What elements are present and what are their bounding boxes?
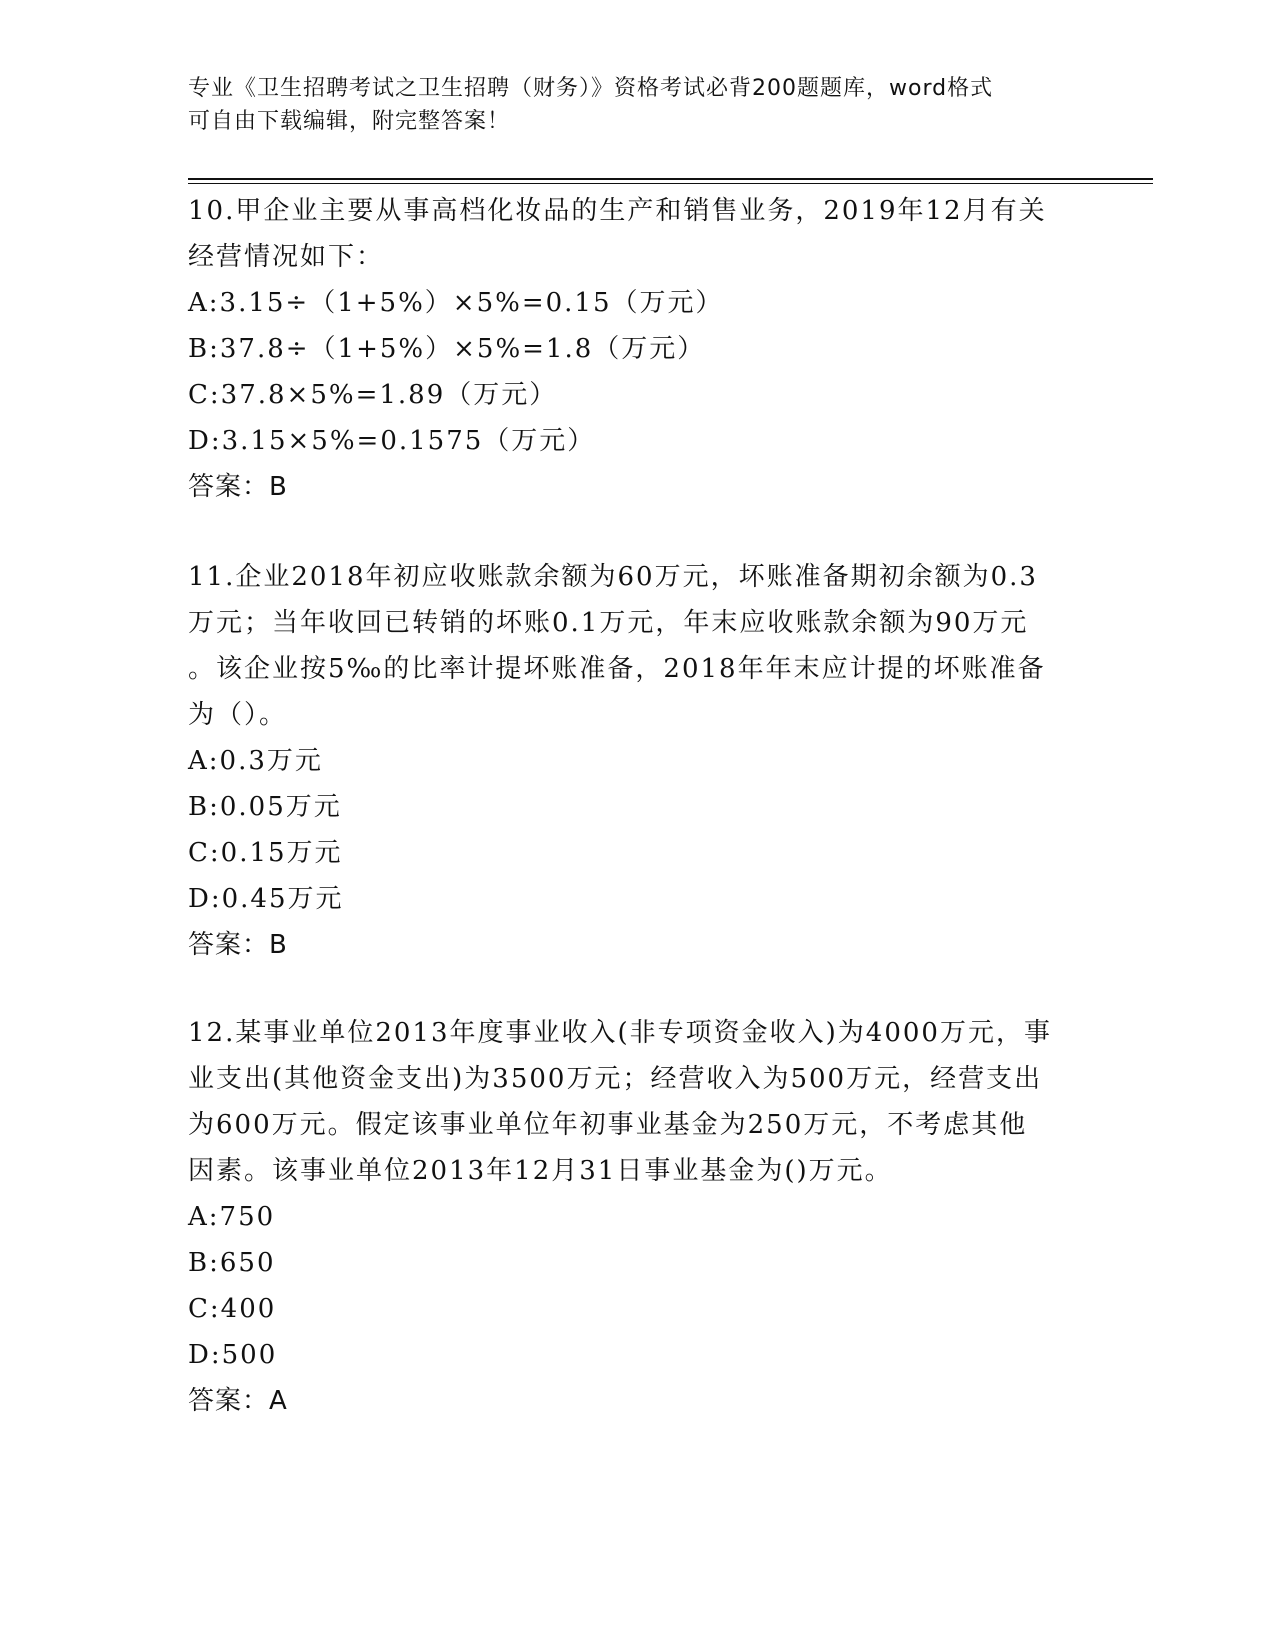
question-text-line: 12.某事业单位2013年度事业收入(非专项资金收入)为4000万元，事 — [188, 1018, 1052, 1048]
option-b: B:0.05万元 — [188, 792, 342, 822]
option-c: C:400 — [188, 1294, 277, 1324]
question-12 — [188, 1010, 1088, 1424]
question-text-line: 业支出(其他资金支出)为3500万元；经营收入为500万元，经营支出 — [188, 1064, 1043, 1094]
option-d: D:0.45万元 — [188, 884, 344, 914]
option-b: B:650 — [188, 1248, 276, 1278]
option-c: C:37.8×5%=1.89（万元） — [188, 380, 558, 410]
question-text-line: 为（）。 — [188, 700, 288, 730]
answer-line: 答案：B — [188, 472, 288, 502]
answer-line: 答案：B — [188, 930, 288, 960]
header-divider-thin — [188, 183, 1153, 184]
header-divider-thick — [188, 178, 1153, 180]
option-d: D:3.15×5%=0.1575（万元） — [188, 426, 596, 456]
question-text-line: 因素。该事业单位2013年12月31日事业基金为()万元。 — [188, 1156, 893, 1186]
option-d: D:500 — [188, 1340, 278, 1370]
question-text-line: 10.甲企业主要从事高档化妆品的生产和销售业务，2019年12月有关 — [188, 196, 1047, 226]
answer-line: 答案：A — [188, 1386, 288, 1416]
question-text-line: 万元；当年收回已转销的坏账0.1万元，年末应收账款余额为90万元 — [188, 608, 1029, 638]
option-b: B:37.8÷（1+5%）×5%=1.8（万元） — [188, 334, 706, 364]
question-10 — [188, 188, 1088, 510]
option-a: A:0.3万元 — [188, 746, 323, 776]
question-text-line: 。该企业按5‰的比率计提坏账准备，2018年年末应计提的坏账准备 — [188, 654, 1046, 684]
question-text-line: 为600万元。假定该事业单位年初事业基金为250万元，不考虑其他 — [188, 1110, 1028, 1140]
question-text-line: 11.企业2018年初应收账款余额为60万元，坏账准备期初余额为0.3 — [188, 562, 1038, 592]
question-11 — [188, 554, 1088, 968]
option-a: A:3.15÷（1+5%）×5%=0.15（万元） — [188, 288, 724, 318]
header-line: 专业《卫生招聘考试之卫生招聘（财务）》资格考试必背200题题库，word格式 — [188, 76, 994, 101]
document-header — [188, 72, 1088, 138]
header-line: 可自由下载编辑，附完整答案！ — [188, 109, 511, 134]
option-a: A:750 — [188, 1202, 276, 1232]
option-c: C:0.15万元 — [188, 838, 343, 868]
question-text-line: 经营情况如下： — [188, 242, 385, 272]
